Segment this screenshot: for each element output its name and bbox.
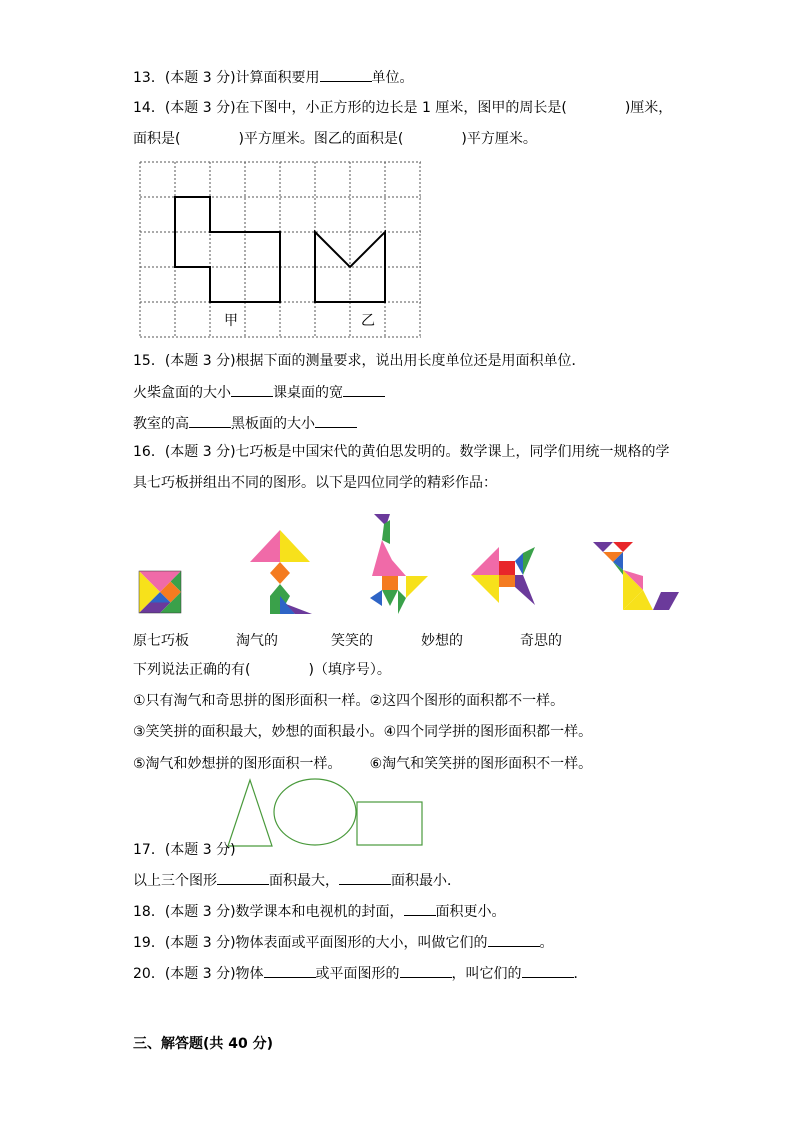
q19-text-b: 。	[539, 935, 554, 951]
q13-text-a: 计算面积要用	[235, 70, 320, 86]
q17-number: 17．(本题 3 分)	[133, 842, 236, 858]
q17-text-a: 以上三个图形	[133, 873, 217, 889]
q19-number: 19．(本题 3 分)	[133, 935, 236, 951]
caption-xiaoxiao: 笑笑的	[331, 633, 373, 649]
q16-option-6: ⑥淘气和笑笑拼的图形面积不一样。	[369, 756, 593, 772]
q15-item2: 课桌面的宽	[273, 385, 343, 401]
question-16-line2	[133, 474, 497, 492]
q19-text-a: 物体表面或平面图形的大小，叫做它们的	[235, 935, 488, 951]
q15-row1	[133, 382, 385, 402]
q14-line2-a: 面积是(	[133, 131, 181, 147]
q16-line1: 七巧板是中国宋代的黄伯思发明的。数学课上，同学们用统一规格的学	[235, 444, 670, 460]
q20-text-c: ，叫它们的	[451, 966, 522, 982]
q16-question	[133, 661, 391, 679]
q16-option-5: ⑤淘气和妙想拼的图形面积一样。	[133, 756, 342, 772]
q13-number: 13．(本题 3 分)	[133, 70, 236, 86]
q20-text-d: ．	[573, 966, 588, 982]
question-15	[133, 352, 586, 370]
caption-taoqi: 淘气的	[236, 633, 278, 649]
q20-text-a: 物体	[235, 966, 264, 982]
question-16-line1	[133, 443, 670, 461]
q16-question-b: )（填序号）。	[308, 662, 391, 678]
q15-text: 根据下面的测量要求，说出用长度单位还是用面积单位．	[235, 353, 586, 369]
q14-line1-a: 在下图中，小正方形的边长是 1 厘米，图甲的周长是(	[235, 100, 567, 116]
ellipse-shape	[274, 779, 356, 845]
q14-line1-b: )厘米，	[624, 100, 673, 116]
q18-text-a: 数学课本和电视机的封面，	[235, 904, 404, 920]
caption-qisi: 奇思的	[520, 633, 562, 649]
q15-number: 15．(本题 3 分)	[133, 353, 236, 369]
question-20	[133, 963, 588, 983]
q14-grid-figure	[139, 161, 423, 339]
q16-options-row3	[133, 755, 592, 773]
question-14-line2	[133, 130, 537, 148]
question-19	[133, 932, 554, 952]
q16-option-2: ②这四个图形的面积都不一样。	[369, 693, 565, 709]
tangram-miaoxiang	[471, 547, 535, 605]
tangram-taoqi	[250, 530, 312, 614]
tangram-qisi	[593, 542, 679, 610]
q16-options-row1	[133, 692, 564, 710]
label-jia: 甲	[224, 313, 238, 329]
q16-option-3: ③笑笑拼的面积最大，妙想的面积最小。	[133, 724, 384, 740]
shape-jia	[175, 197, 280, 302]
q17-text-c: 面积最小．	[391, 873, 461, 889]
q15-item1: 火柴盒面的大小	[133, 385, 231, 401]
q20-text-b: 或平面图形的	[315, 966, 400, 982]
question-14-line1	[133, 99, 672, 117]
q15-item3: 教室的高	[133, 416, 189, 432]
q15-item4: 黑板面的大小	[231, 416, 315, 432]
q16-question-a: 下列说法正确的有(	[133, 662, 251, 678]
q14-line2-b: )平方厘米。图乙的面积是(	[238, 131, 404, 147]
section-3-title: 三、解答题(共 40 分)	[133, 1036, 274, 1052]
q16-line2: 具七巧板拼组出不同的图形。以下是四位同学的精彩作品：	[133, 475, 497, 491]
caption-original: 原七巧板	[133, 633, 189, 649]
q15-row2	[133, 413, 357, 433]
q13-text-b: 单位。	[371, 70, 414, 86]
caption-miaoxiang: 妙想的	[421, 633, 463, 649]
q17-shapes	[226, 778, 426, 848]
q14-number: 14．(本题 3 分)	[133, 100, 236, 116]
q16-number: 16．(本题 3 分)	[133, 444, 236, 460]
tangram-original	[139, 571, 181, 613]
q14-line2-c: )平方厘米。	[461, 131, 537, 147]
q20-number: 20．(本题 3 分)	[133, 966, 236, 982]
q15-item1-blank[interactable]	[231, 382, 273, 397]
question-17	[133, 841, 236, 859]
q15-item2-blank[interactable]	[343, 382, 385, 397]
triangle-shape	[228, 780, 272, 846]
q16-option-4: ④四个同学拼的图形面积都一样。	[383, 724, 593, 740]
q17-smallest-blank[interactable]	[339, 870, 391, 885]
q20-blank-2[interactable]	[400, 963, 452, 978]
q20-blank-1[interactable]	[264, 963, 316, 978]
q15-item3-blank[interactable]	[189, 413, 231, 428]
q18-number: 18．(本题 3 分)	[133, 904, 236, 920]
q17-text	[133, 870, 461, 890]
q17-largest-blank[interactable]	[217, 870, 269, 885]
q16-options-row2	[133, 723, 592, 741]
tangram-xiaoxiao	[366, 514, 428, 614]
rectangle-shape	[357, 802, 422, 845]
q15-item4-blank[interactable]	[315, 413, 357, 428]
q18-text-b: 面积更小。	[435, 904, 506, 920]
q13-answer-blank[interactable]	[320, 67, 372, 82]
question-13	[133, 67, 414, 87]
q18-answer-blank[interactable]	[404, 901, 436, 916]
q17-text-b: 面积最大，	[269, 873, 339, 889]
label-yi: 乙	[361, 313, 375, 329]
q19-answer-blank[interactable]	[488, 932, 540, 947]
q20-blank-3[interactable]	[522, 963, 574, 978]
q16-option-1: ①只有淘气和奇思拼的图形面积一样。	[133, 693, 370, 709]
question-18	[133, 901, 506, 921]
